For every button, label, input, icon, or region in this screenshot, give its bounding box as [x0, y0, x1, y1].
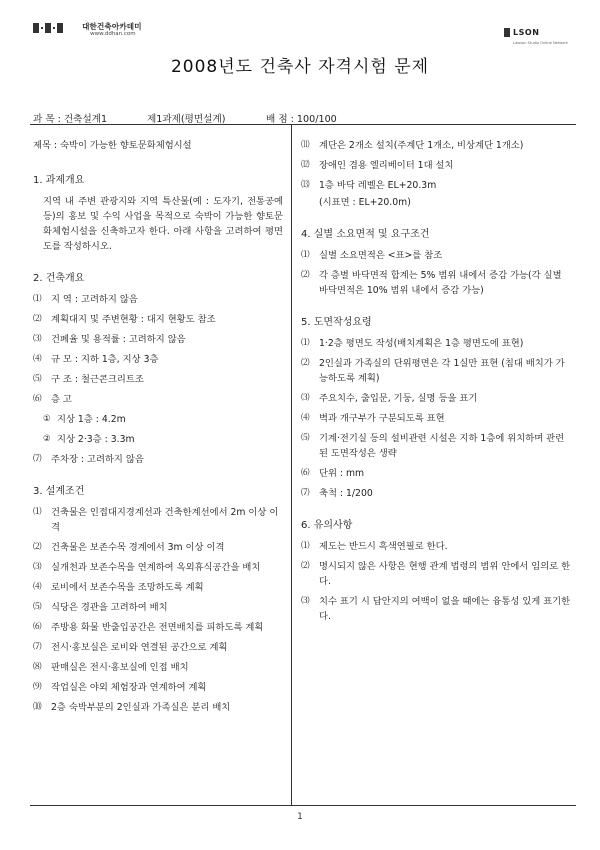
list-item: ⑺ 전시·홍보실은 로비와 연결된 공간으로 계획 — [33, 642, 228, 653]
list-item: ⑶ 주요치수, 출입문, 기둥, 실명 등을 표기 — [301, 393, 478, 404]
section-notes — [301, 518, 573, 624]
list-item: ⑵ 건축물은 보존수목 경계에서 3m 이상 이격 — [33, 542, 225, 553]
section-title: 3. 설계조건 — [33, 486, 85, 497]
section-title: 4. 실별 소요면적 및 요구조건 — [301, 229, 430, 240]
list-item: ⑺ 축척 : 1/200 — [301, 488, 373, 499]
subject-label: 과 목 : 건축설계1 — [33, 114, 108, 125]
list-item: ⑵ 각 층별 바닥면적 합계는 5% 범위 내에서 증감 가능(각 실별 바닥면적은 10% 범위 내에서 증감 가능) — [301, 270, 562, 296]
list-item: ⑷ 규 모 : 지하 1층, 지상 3층 — [33, 354, 159, 365]
list-item: ⑻ 판매실은 전시·홍보실에 인접 배치 — [33, 662, 189, 673]
page-number: 1 — [297, 812, 303, 822]
page-title: 2008년도 건축사 자격시험 문제 — [170, 57, 430, 77]
list-item: ⑴ 제도는 반드시 흑색연필로 한다. — [301, 541, 448, 552]
list-item: ⑴ 지 역 : 고려하지 않음 — [33, 294, 138, 305]
section-area-requirements — [301, 227, 573, 298]
list-item: ⑵ 계획대지 및 주변현황 : 대지 현황도 참조 — [33, 314, 216, 325]
task-label: 제1과제(평면설계) — [147, 114, 226, 125]
lson-logo-subtitle: Lawson Studio Online Network — [513, 41, 568, 45]
academy-logo-mark-icon — [33, 22, 73, 34]
list-item: ⑸ 구 조 : 철근콘크리트조 — [33, 374, 144, 385]
academy-logo — [33, 22, 142, 41]
top-rule — [30, 124, 576, 125]
right-column — [301, 138, 573, 641]
list-item: ⑹ 주방용 화물 반출입공간은 전면배치를 피하도록 계획 — [33, 622, 264, 633]
topic-heading: 제목 : 숙박이 가능한 향토문화체험시설 — [33, 140, 192, 151]
section-overview — [33, 173, 283, 254]
list-item: ⑵ 2인실과 가족실의 단위평면은 각 1실만 표현 (침대 배치가 가능하도록 계획) — [301, 358, 565, 384]
list-item: ⑼ 작업실은 야외 체험장과 연계하여 계획 — [33, 682, 207, 693]
list-item: ⑸ 기계·전기실 등의 설비관련 시설은 지하 1층에 위치하며 관련된 도면작성은 생략 — [301, 433, 565, 459]
score-label: 배 점 : 100/100 — [266, 114, 337, 125]
section-drawing-guidelines — [301, 315, 573, 501]
list-item: ⑴ 1·2층 평면도 작성(배치계획은 1층 평면도에 표현) — [301, 338, 524, 349]
list-item: ⑶ 치수 표기 시 답안지의 여백이 없을 때에는 융통성 있게 표기한다. — [301, 596, 571, 622]
section-building-outline — [33, 271, 283, 467]
list-item: ⑵ 명시되지 않은 사항은 현행 관계 법령의 범위 안에서 임의로 한다. — [301, 561, 571, 587]
lson-logo-mark-icon — [504, 28, 510, 37]
section-title: 6. 유의사항 — [301, 520, 353, 531]
page-header — [0, 0, 600, 60]
list-item: ⑾ 계단은 2개소 설치(주계단 1개소, 비상계단 1개소) — [301, 140, 524, 151]
section-title: 5. 도면작성요령 — [301, 317, 372, 328]
left-column — [33, 138, 283, 732]
section-design-conditions-cont — [301, 138, 573, 210]
list-item: ⑷ 벽과 개구부가 구분되도록 표현 — [301, 413, 445, 424]
list-item: ⑽ 2층 숙박부분의 2인실과 가족실은 분리 배치 — [33, 702, 231, 713]
list-item: ⑶ 실개천과 보존수목을 연계하여 옥외휴식공간을 배치 — [33, 562, 261, 573]
academy-name: 대한건축아카데미 — [82, 22, 142, 31]
list-item: ⑶ 건폐율 및 용적률 : 고려하지 않음 — [33, 334, 186, 345]
sub-list-item: ② 지상 2·3층 : 3.3m — [43, 434, 135, 445]
lson-logo-name: LSON — [513, 28, 540, 37]
section-title: 1. 과제개요 — [33, 175, 85, 186]
section-design-conditions — [33, 484, 283, 715]
list-item: ⑸ 식당은 경관을 고려하여 배치 — [33, 602, 168, 613]
bottom-rule — [30, 805, 576, 806]
list-item: ⑷ 로비에서 보존수목을 조망하도록 계획 — [33, 582, 204, 593]
sub-list-item: ① 지상 1층 : 4.2m — [43, 414, 126, 425]
section-title: 2. 건축개요 — [33, 273, 85, 284]
lson-logo — [504, 22, 568, 46]
list-item: ⑿ 장애인 겸용 엘리베이터 1대 설치 — [301, 160, 454, 171]
list-item: ⑺ 주차장 : 고려하지 않음 — [33, 454, 144, 465]
overview-text: 지역 내 주변 관광지와 지역 특산물(예 : 도자기, 전통공예 등)의 홍보 및 수익 사업을 목적으로 숙박이 가능한 향토문화체험시설을 신축하고자 한다. 아래 사항을 고려하여 평면도를 작성하시오. — [43, 196, 283, 252]
academy-url: www.ddhan.com — [90, 31, 136, 37]
list-item: ⑴ 건축물은 인접대지경계선과 건축한계선에서 2m 이상 이격 — [33, 507, 279, 533]
list-item-continuation: (시표면 : EL+20.0m) — [319, 197, 411, 208]
column-divider — [291, 124, 292, 805]
list-item: ⑹ 층 고 — [33, 394, 72, 405]
list-item: ⒀ 1층 바닥 레벨은 EL+20.3m — [301, 180, 437, 191]
list-item: ⑹ 단위 : mm — [301, 468, 365, 479]
list-item: ⑴ 실별 소요면적은 <표>를 참조 — [301, 250, 443, 261]
